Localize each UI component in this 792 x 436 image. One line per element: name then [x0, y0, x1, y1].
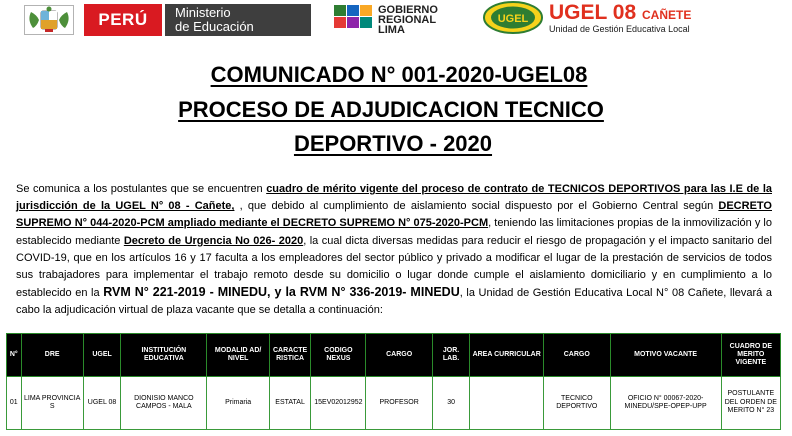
- ugel-subtitle: Unidad de Gestión Educativa Local: [549, 24, 690, 34]
- ugel-title-small: CAÑETE: [642, 8, 692, 22]
- ministerio-line1: Ministerio: [175, 5, 231, 20]
- column-header: DRE: [21, 334, 83, 377]
- column-header: INSTITUCIÓN EDUCATIVA: [121, 334, 207, 377]
- peru-coat-of-arms-logo: [24, 5, 74, 35]
- table-cell: [470, 377, 544, 430]
- document-title-line3: DEPORTIVO - 2020: [293, 131, 493, 156]
- gobierno-line1: GOBIERNO: [378, 4, 438, 16]
- ugel-badge-text: UGEL: [497, 13, 529, 25]
- para-decreto-supremo-ref: DECRETO SUPREMO N° 044-2020-PCM ampliado mediante el DECRETO SUPREMO N° 075-2020-PCM: [16, 200, 772, 230]
- announcement-paragraph: [16, 181, 772, 320]
- table-header-row: [7, 334, 781, 377]
- column-header: UGEL: [83, 334, 120, 377]
- table-cell: 01: [7, 377, 22, 430]
- document-title-line1: COMUNICADO N° 001-2020-UGEL08: [210, 62, 588, 87]
- table-cell: Primaria: [207, 377, 269, 430]
- table-cell: LIMA PROVINCIA S: [21, 377, 83, 430]
- ministerio-line2: de Educación: [175, 19, 254, 34]
- column-header: CARGO: [366, 334, 432, 377]
- para-text-2: , que debido al cumplimiento de aislamiento social dispuesto por el Gobierno Central según: [234, 200, 719, 213]
- column-header: JOR. LAB.: [432, 334, 469, 377]
- document-title-line2: PROCESO DE ADJUDICACION TECNICO: [178, 97, 604, 122]
- para-rvm-ref: RVM N° 221-2019 - MINEDU, y la RVM N° 336-2019- MINEDU: [103, 285, 460, 300]
- ugel-08-canete-title: [549, 2, 749, 26]
- table-cell: UGEL 08: [83, 377, 120, 430]
- table-cell: DIONISIO MANCO CAMPOS - MALA: [121, 377, 207, 430]
- gobierno-regional-mark-icon: [334, 5, 372, 29]
- column-header: MOTIVO VACANTE: [610, 334, 721, 377]
- column-header: AREA CURRICULAR: [470, 334, 544, 377]
- table-row: [7, 377, 781, 430]
- peru-label: PERÚ: [84, 4, 162, 36]
- column-header: CARACTE RISTICA: [269, 334, 311, 377]
- column-header: CUADRO DE MERITO VIGENTE: [721, 334, 780, 377]
- table-cell: 30: [432, 377, 469, 430]
- gobierno-line2: REGIONAL: [378, 14, 437, 26]
- gobierno-regional-lima-logo: [378, 5, 448, 35]
- header-logos: [0, 0, 792, 40]
- ministerio-educacion-logo: [165, 4, 311, 36]
- ugel-badge-logo: [483, 1, 543, 34]
- table-cell: POSTULANTE DEL ORDEN DE MERITO N° 23: [721, 377, 780, 430]
- para-text-5: , la Unidad de Gestión Educativa Local N° 08 Cañete, llevará a cabo la adjudicación virtual de plaza vacante que se detalla a continuación:: [16, 287, 772, 317]
- column-header: MODALID AD/ NIVEL: [207, 334, 269, 377]
- table-cell: ESTATAL: [269, 377, 311, 430]
- column-header: N°: [7, 334, 22, 377]
- table-cell: 15EV02012952: [311, 377, 366, 430]
- column-header: CARGO: [544, 334, 610, 377]
- table-cell: OFICIO N° 00067-2020-MINEDU/SPE-OPEP-UPP: [610, 377, 721, 430]
- para-merit-table-ref: cuadro de mérito vigente del proceso de contrato de TECNICOS DEPORTIVOS para las I.E de la jurisdicción de la UGEL N° 08 - Cañete,: [16, 183, 772, 213]
- table-cell: TECNICO DEPORTIVO: [544, 377, 610, 430]
- gobierno-line3: LIMA: [378, 24, 405, 36]
- para-text-1: Se comunica a los postulantes que se encuentren: [16, 183, 267, 195]
- column-header: CODIGO NEXUS: [311, 334, 366, 377]
- table-cell: PROFESOR: [366, 377, 432, 430]
- para-text-3: , teniendo las limitaciones propias de la inmovilización y lo establecido mediante: [16, 217, 772, 247]
- para-decreto-urgencia-ref: Decreto de Urgencia No 026- 2020: [123, 234, 304, 247]
- para-text-4: , la cual dicta diversas medidas para reducir el riesgo de propagación y el impacto sanitario del COVID-19, que en los artículos 16 y 17 faculta a los empleadores del sector público y privado a modificar el lugar de la prestación de servicios de todos sus trabajadores para implementar el trabajo remoto desde su domicilio o lugar donde cumple el aislamiento domiciliario y en cumplimiento a lo establecido en la: [16, 234, 773, 300]
- vacancy-table: [6, 333, 781, 430]
- ugel-title-main: UGEL 08: [549, 1, 637, 24]
